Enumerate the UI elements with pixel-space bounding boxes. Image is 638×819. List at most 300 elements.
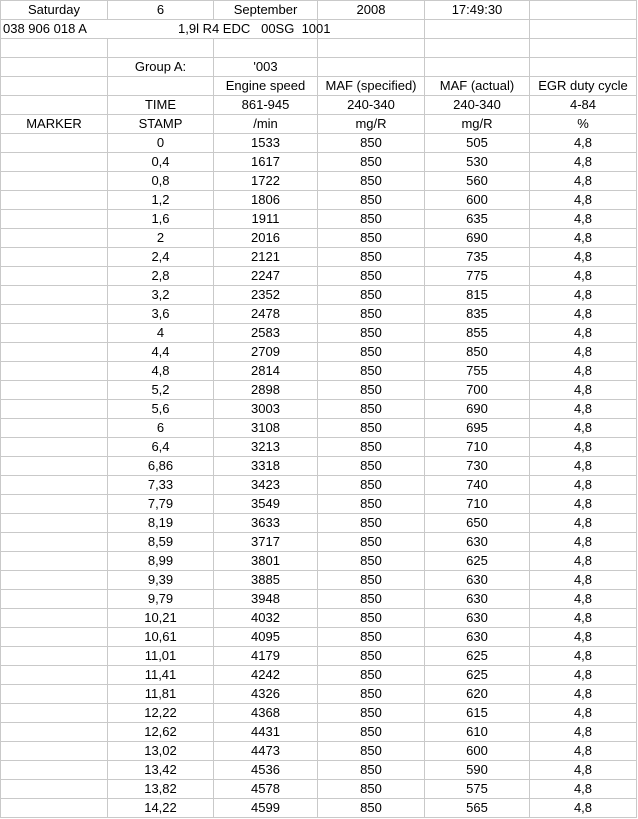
cell-egr-duty[interactable]: 4,8 bbox=[530, 780, 637, 799]
cell-marker[interactable] bbox=[1, 191, 108, 210]
cell-maf-actual[interactable]: 690 bbox=[425, 400, 530, 419]
cell-engine-speed[interactable]: 4032 bbox=[214, 609, 318, 628]
cell-marker[interactable] bbox=[1, 590, 108, 609]
cell-maf-actual[interactable]: 615 bbox=[425, 704, 530, 723]
cell-empty[interactable] bbox=[318, 20, 425, 39]
table-row bbox=[1, 191, 637, 210]
cell-egr-duty[interactable]: 4,8 bbox=[530, 666, 637, 685]
blank-row bbox=[1, 39, 637, 58]
cell-maf-actual[interactable]: 755 bbox=[425, 362, 530, 381]
cell-marker[interactable] bbox=[1, 457, 108, 476]
cell-engine-info[interactable] bbox=[108, 20, 331, 39]
cell-empty[interactable] bbox=[1, 58, 108, 77]
cell-egr-duty[interactable]: 4,8 bbox=[530, 571, 637, 590]
cell-egr-duty[interactable]: 4,8 bbox=[530, 248, 637, 267]
cell-marker[interactable] bbox=[1, 134, 108, 153]
cell-engine-speed[interactable]: 2352 bbox=[214, 286, 318, 305]
unit-maf-specified[interactable]: mg/R bbox=[318, 115, 425, 134]
cell-maf-actual[interactable]: 710 bbox=[425, 438, 530, 457]
cell-time-stamp[interactable]: 6,86 bbox=[108, 457, 214, 476]
cell-time-stamp[interactable]: 11,41 bbox=[108, 666, 214, 685]
cell-engine-speed[interactable]: 2247 bbox=[214, 267, 318, 286]
header-engine-speed[interactable]: Engine speed bbox=[214, 77, 318, 96]
cell-engine-speed[interactable]: 4599 bbox=[214, 799, 318, 818]
table-row bbox=[1, 362, 637, 381]
cell-time-stamp[interactable]: 9,79 bbox=[108, 590, 214, 609]
cell-marker[interactable] bbox=[1, 742, 108, 761]
cell-maf-actual[interactable]: 505 bbox=[425, 134, 530, 153]
cell-part-number[interactable]: 038 906 018 A bbox=[1, 20, 108, 39]
cell-maf-actual[interactable]: 590 bbox=[425, 761, 530, 780]
cell-time-stamp[interactable]: 0,4 bbox=[108, 153, 214, 172]
cell-marker[interactable] bbox=[1, 799, 108, 818]
cell-marker[interactable] bbox=[1, 495, 108, 514]
cell-egr-duty[interactable]: 4,8 bbox=[530, 457, 637, 476]
cell-egr-duty[interactable]: 4,8 bbox=[530, 286, 637, 305]
table-row bbox=[1, 153, 637, 172]
cell-time-stamp[interactable]: 13,02 bbox=[108, 742, 214, 761]
cell-empty[interactable] bbox=[318, 58, 425, 77]
cell-empty[interactable] bbox=[425, 39, 530, 58]
cell-engine-speed[interactable]: 2898 bbox=[214, 381, 318, 400]
header-time[interactable]: TIME bbox=[108, 96, 214, 115]
cell-time-stamp[interactable]: 5,2 bbox=[108, 381, 214, 400]
cell-marker[interactable] bbox=[1, 172, 108, 191]
range-egr-duty[interactable]: 4-84 bbox=[530, 96, 637, 115]
cell-empty[interactable] bbox=[530, 58, 637, 77]
cell-marker[interactable] bbox=[1, 628, 108, 647]
cell-maf-actual[interactable]: 775 bbox=[425, 267, 530, 286]
engine-code: 00SG bbox=[261, 21, 295, 36]
range-engine-speed[interactable]: 861-945 bbox=[214, 96, 318, 115]
cell-time-stamp[interactable]: 8,19 bbox=[108, 514, 214, 533]
table-row bbox=[1, 704, 637, 723]
cell-group-label[interactable]: Group A: bbox=[108, 58, 214, 77]
cell-egr-duty[interactable]: 4,8 bbox=[530, 210, 637, 229]
cell-maf-specified[interactable]: 850 bbox=[318, 343, 425, 362]
table-row bbox=[1, 685, 637, 704]
cell-marker[interactable] bbox=[1, 419, 108, 438]
cell-time-stamp[interactable]: 12,62 bbox=[108, 723, 214, 742]
cell-marker[interactable] bbox=[1, 647, 108, 666]
cell-engine-speed[interactable]: 2814 bbox=[214, 362, 318, 381]
cell-marker[interactable] bbox=[1, 476, 108, 495]
table-row bbox=[1, 210, 637, 229]
table-row bbox=[1, 552, 637, 571]
cell-month[interactable]: September bbox=[214, 1, 318, 20]
cell-engine-speed[interactable]: 1911 bbox=[214, 210, 318, 229]
cell-time-stamp[interactable]: 12,22 bbox=[108, 704, 214, 723]
cell-engine-speed[interactable]: 1533 bbox=[214, 134, 318, 153]
header-maf-specified[interactable]: MAF (specified) bbox=[318, 77, 425, 96]
table-row bbox=[1, 742, 637, 761]
cell-maf-actual[interactable]: 735 bbox=[425, 248, 530, 267]
cell-egr-duty[interactable]: 4,8 bbox=[530, 685, 637, 704]
cell-engine-speed[interactable]: 4578 bbox=[214, 780, 318, 799]
cell-maf-specified[interactable]: 850 bbox=[318, 457, 425, 476]
cell-marker[interactable] bbox=[1, 343, 108, 362]
cell-maf-specified[interactable]: 850 bbox=[318, 305, 425, 324]
cell-marker[interactable] bbox=[1, 248, 108, 267]
cell-time-stamp[interactable]: 2 bbox=[108, 229, 214, 248]
cell-maf-specified[interactable]: 850 bbox=[318, 381, 425, 400]
cell-time-stamp[interactable]: 13,82 bbox=[108, 780, 214, 799]
cell-engine-speed[interactable]: 3423 bbox=[214, 476, 318, 495]
cell-time-stamp[interactable]: 7,33 bbox=[108, 476, 214, 495]
header-marker[interactable]: MARKER bbox=[1, 115, 108, 134]
cell-maf-actual[interactable]: 530 bbox=[425, 153, 530, 172]
cell-egr-duty[interactable]: 4,8 bbox=[530, 476, 637, 495]
cell-egr-duty[interactable]: 4,8 bbox=[530, 191, 637, 210]
cell-engine-speed[interactable]: 4536 bbox=[214, 761, 318, 780]
cell-maf-specified[interactable]: 850 bbox=[318, 761, 425, 780]
cell-engine-speed[interactable]: 4242 bbox=[214, 666, 318, 685]
table-row bbox=[1, 590, 637, 609]
cell-empty[interactable] bbox=[1, 96, 108, 115]
cell-maf-actual[interactable]: 815 bbox=[425, 286, 530, 305]
cell-maf-specified[interactable]: 850 bbox=[318, 210, 425, 229]
cell-maf-specified[interactable]: 850 bbox=[318, 685, 425, 704]
cell-time[interactable]: 17:49:30 bbox=[425, 1, 530, 20]
table-row bbox=[1, 476, 637, 495]
cell-egr-duty[interactable]: 4,8 bbox=[530, 723, 637, 742]
cell-maf-specified[interactable]: 850 bbox=[318, 495, 425, 514]
cell-time-stamp[interactable]: 9,39 bbox=[108, 571, 214, 590]
cell-maf-specified[interactable]: 850 bbox=[318, 552, 425, 571]
table-row bbox=[1, 286, 637, 305]
cell-engine-speed[interactable]: 4095 bbox=[214, 628, 318, 647]
cell-engine-speed[interactable]: 1806 bbox=[214, 191, 318, 210]
cell-empty[interactable] bbox=[108, 77, 214, 96]
cell-marker[interactable] bbox=[1, 153, 108, 172]
group-row bbox=[1, 58, 637, 77]
cell-egr-duty[interactable]: 4,8 bbox=[530, 172, 637, 191]
cell-egr-duty[interactable]: 4,8 bbox=[530, 134, 637, 153]
table-row bbox=[1, 172, 637, 191]
cell-time-stamp[interactable]: 1,2 bbox=[108, 191, 214, 210]
cell-engine-speed[interactable]: 4179 bbox=[214, 647, 318, 666]
cell-group-value[interactable]: '003 bbox=[214, 58, 318, 77]
cell-marker[interactable] bbox=[1, 609, 108, 628]
cell-egr-duty[interactable]: 4,8 bbox=[530, 799, 637, 818]
cell-engine-speed[interactable]: 3108 bbox=[214, 419, 318, 438]
cell-empty[interactable] bbox=[318, 39, 425, 58]
cell-maf-actual[interactable]: 630 bbox=[425, 571, 530, 590]
table-row bbox=[1, 229, 637, 248]
cell-marker[interactable] bbox=[1, 704, 108, 723]
header-maf-actual[interactable]: MAF (actual) bbox=[425, 77, 530, 96]
header-stamp[interactable]: STAMP bbox=[108, 115, 214, 134]
cell-egr-duty[interactable]: 4,8 bbox=[530, 419, 637, 438]
software-version: 1001 bbox=[301, 21, 331, 36]
cell-egr-duty[interactable]: 4,8 bbox=[530, 533, 637, 552]
cell-marker[interactable] bbox=[1, 571, 108, 590]
cell-empty[interactable] bbox=[214, 39, 318, 58]
cell-maf-specified[interactable]: 850 bbox=[318, 609, 425, 628]
cell-marker[interactable] bbox=[1, 666, 108, 685]
cell-egr-duty[interactable]: 4,8 bbox=[530, 438, 637, 457]
cell-egr-duty[interactable]: 4,8 bbox=[530, 609, 637, 628]
cell-maf-specified[interactable]: 850 bbox=[318, 742, 425, 761]
cell-time-stamp[interactable]: 10,21 bbox=[108, 609, 214, 628]
cell-maf-actual[interactable]: 630 bbox=[425, 590, 530, 609]
cell-engine-speed[interactable]: 4368 bbox=[214, 704, 318, 723]
table-row bbox=[1, 647, 637, 666]
cell-maf-actual[interactable]: 630 bbox=[425, 533, 530, 552]
cell-time-stamp[interactable]: 2,8 bbox=[108, 267, 214, 286]
cell-maf-actual[interactable]: 630 bbox=[425, 628, 530, 647]
table-row bbox=[1, 134, 637, 153]
table-row bbox=[1, 609, 637, 628]
unit-engine-speed[interactable]: /min bbox=[214, 115, 318, 134]
cell-engine-speed[interactable]: 3213 bbox=[214, 438, 318, 457]
cell-maf-actual[interactable]: 565 bbox=[425, 799, 530, 818]
table-row bbox=[1, 267, 637, 286]
cell-engine-speed[interactable]: 2478 bbox=[214, 305, 318, 324]
cell-time-stamp[interactable]: 6 bbox=[108, 419, 214, 438]
cell-maf-actual[interactable]: 740 bbox=[425, 476, 530, 495]
cell-time-stamp[interactable]: 0,8 bbox=[108, 172, 214, 191]
cell-marker[interactable] bbox=[1, 400, 108, 419]
cell-maf-specified[interactable]: 850 bbox=[318, 723, 425, 742]
cell-year[interactable]: 2008 bbox=[318, 1, 425, 20]
cell-egr-duty[interactable]: 4,8 bbox=[530, 324, 637, 343]
cell-maf-actual[interactable]: 650 bbox=[425, 514, 530, 533]
cell-maf-actual[interactable]: 635 bbox=[425, 210, 530, 229]
cell-maf-actual[interactable]: 560 bbox=[425, 172, 530, 191]
cell-egr-duty[interactable]: 4,8 bbox=[530, 153, 637, 172]
cell-egr-duty[interactable]: 4,8 bbox=[530, 552, 637, 571]
cell-time-stamp[interactable]: 3,2 bbox=[108, 286, 214, 305]
cell-maf-specified[interactable]: 850 bbox=[318, 134, 425, 153]
cell-maf-actual[interactable]: 695 bbox=[425, 419, 530, 438]
cell-maf-actual[interactable]: 710 bbox=[425, 495, 530, 514]
cell-maf-actual[interactable]: 625 bbox=[425, 647, 530, 666]
cell-engine-speed[interactable]: 2016 bbox=[214, 229, 318, 248]
cell-time-stamp[interactable]: 14,22 bbox=[108, 799, 214, 818]
cell-marker[interactable] bbox=[1, 761, 108, 780]
cell-marker[interactable] bbox=[1, 324, 108, 343]
cell-maf-specified[interactable]: 850 bbox=[318, 628, 425, 647]
cell-maf-specified[interactable]: 850 bbox=[318, 153, 425, 172]
cell-time-stamp[interactable]: 0 bbox=[108, 134, 214, 153]
table-row bbox=[1, 628, 637, 647]
cell-engine-speed[interactable]: 1722 bbox=[214, 172, 318, 191]
cell-time-stamp[interactable]: 11,01 bbox=[108, 647, 214, 666]
cell-time-stamp[interactable]: 2,4 bbox=[108, 248, 214, 267]
header-row-units bbox=[1, 115, 637, 134]
cell-marker[interactable] bbox=[1, 533, 108, 552]
cell-time-stamp[interactable]: 8,59 bbox=[108, 533, 214, 552]
cell-empty[interactable] bbox=[425, 20, 530, 39]
cell-egr-duty[interactable]: 4,8 bbox=[530, 343, 637, 362]
cell-maf-actual[interactable]: 625 bbox=[425, 666, 530, 685]
cell-engine-speed[interactable]: 1617 bbox=[214, 153, 318, 172]
table-row bbox=[1, 305, 637, 324]
cell-maf-specified[interactable]: 850 bbox=[318, 172, 425, 191]
table-row bbox=[1, 248, 637, 267]
header-egr-duty[interactable]: EGR duty cycle bbox=[530, 77, 637, 96]
cell-engine-speed[interactable]: 3801 bbox=[214, 552, 318, 571]
cell-egr-duty[interactable]: 4,8 bbox=[530, 514, 637, 533]
table-row bbox=[1, 571, 637, 590]
table-row bbox=[1, 400, 637, 419]
cell-marker[interactable] bbox=[1, 362, 108, 381]
cell-egr-duty[interactable]: 4,8 bbox=[530, 742, 637, 761]
cell-egr-duty[interactable]: 4,8 bbox=[530, 590, 637, 609]
table-row bbox=[1, 324, 637, 343]
cell-time-stamp[interactable]: 5,6 bbox=[108, 400, 214, 419]
cell-empty[interactable] bbox=[1, 39, 108, 58]
cell-engine-speed[interactable]: 4431 bbox=[214, 723, 318, 742]
table-row bbox=[1, 419, 637, 438]
cell-maf-specified[interactable]: 850 bbox=[318, 533, 425, 552]
cell-engine-speed[interactable]: 3003 bbox=[214, 400, 318, 419]
table-row bbox=[1, 438, 637, 457]
cell-egr-duty[interactable]: 4,8 bbox=[530, 362, 637, 381]
cell-egr-duty[interactable]: 4,8 bbox=[530, 267, 637, 286]
table-row bbox=[1, 514, 637, 533]
cell-empty[interactable] bbox=[530, 39, 637, 58]
cell-maf-specified[interactable]: 850 bbox=[318, 362, 425, 381]
cell-maf-specified[interactable]: 850 bbox=[318, 229, 425, 248]
cell-time-stamp[interactable]: 7,79 bbox=[108, 495, 214, 514]
cell-empty[interactable] bbox=[530, 1, 637, 20]
cell-engine-speed[interactable]: 2709 bbox=[214, 343, 318, 362]
table-row bbox=[1, 343, 637, 362]
cell-maf-actual[interactable]: 730 bbox=[425, 457, 530, 476]
cell-time-stamp[interactable]: 13,42 bbox=[108, 761, 214, 780]
cell-marker[interactable] bbox=[1, 381, 108, 400]
range-maf-actual[interactable]: 240-340 bbox=[425, 96, 530, 115]
table-row bbox=[1, 495, 637, 514]
cell-maf-specified[interactable]: 850 bbox=[318, 799, 425, 818]
cell-time-stamp[interactable]: 10,61 bbox=[108, 628, 214, 647]
cell-maf-specified[interactable]: 850 bbox=[318, 438, 425, 457]
cell-engine-speed[interactable]: 3885 bbox=[214, 571, 318, 590]
table-row bbox=[1, 457, 637, 476]
cell-egr-duty[interactable]: 4,8 bbox=[530, 381, 637, 400]
table-row bbox=[1, 666, 637, 685]
cell-maf-actual[interactable]: 575 bbox=[425, 780, 530, 799]
cell-time-stamp[interactable]: 8,99 bbox=[108, 552, 214, 571]
cell-maf-actual[interactable]: 630 bbox=[425, 609, 530, 628]
cell-maf-specified[interactable]: 850 bbox=[318, 400, 425, 419]
cell-egr-duty[interactable]: 4,8 bbox=[530, 628, 637, 647]
cell-time-stamp[interactable]: 4,8 bbox=[108, 362, 214, 381]
range-maf-specified[interactable]: 240-340 bbox=[318, 96, 425, 115]
cell-marker[interactable] bbox=[1, 210, 108, 229]
cell-egr-duty[interactable]: 4,8 bbox=[530, 761, 637, 780]
cell-engine-speed[interactable]: 4326 bbox=[214, 685, 318, 704]
cell-egr-duty[interactable]: 4,8 bbox=[530, 495, 637, 514]
cell-egr-duty[interactable]: 4,8 bbox=[530, 229, 637, 248]
cell-engine-speed[interactable]: 3633 bbox=[214, 514, 318, 533]
cell-marker[interactable] bbox=[1, 267, 108, 286]
table-row bbox=[1, 381, 637, 400]
cell-marker[interactable] bbox=[1, 286, 108, 305]
cell-engine-speed[interactable]: 3948 bbox=[214, 590, 318, 609]
table-row bbox=[1, 533, 637, 552]
unit-maf-actual[interactable]: mg/R bbox=[425, 115, 530, 134]
cell-marker[interactable] bbox=[1, 305, 108, 324]
table-row bbox=[1, 780, 637, 799]
cell-maf-specified[interactable]: 850 bbox=[318, 666, 425, 685]
cell-time-stamp[interactable]: 4 bbox=[108, 324, 214, 343]
cell-maf-specified[interactable]: 850 bbox=[318, 191, 425, 210]
cell-maf-actual[interactable]: 600 bbox=[425, 742, 530, 761]
cell-maf-specified[interactable]: 850 bbox=[318, 571, 425, 590]
cell-maf-actual[interactable]: 835 bbox=[425, 305, 530, 324]
cell-marker[interactable] bbox=[1, 723, 108, 742]
cell-maf-specified[interactable]: 850 bbox=[318, 248, 425, 267]
cell-maf-actual[interactable]: 855 bbox=[425, 324, 530, 343]
table-row bbox=[1, 723, 637, 742]
cell-maf-specified[interactable]: 850 bbox=[318, 590, 425, 609]
cell-time-stamp[interactable]: 11,81 bbox=[108, 685, 214, 704]
cell-engine-speed[interactable]: 3318 bbox=[214, 457, 318, 476]
info-row-ecu bbox=[1, 20, 637, 39]
cell-maf-actual[interactable]: 700 bbox=[425, 381, 530, 400]
cell-day[interactable]: Saturday bbox=[1, 1, 108, 20]
cell-maf-specified[interactable]: 850 bbox=[318, 704, 425, 723]
cell-engine-speed[interactable]: 2121 bbox=[214, 248, 318, 267]
cell-date-num[interactable]: 6 bbox=[108, 1, 214, 20]
cell-egr-duty[interactable]: 4,8 bbox=[530, 704, 637, 723]
cell-empty[interactable] bbox=[425, 58, 530, 77]
cell-maf-specified[interactable]: 850 bbox=[318, 267, 425, 286]
cell-marker[interactable] bbox=[1, 438, 108, 457]
cell-marker[interactable] bbox=[1, 685, 108, 704]
cell-maf-actual[interactable]: 620 bbox=[425, 685, 530, 704]
cell-time-stamp[interactable]: 3,6 bbox=[108, 305, 214, 324]
engine-label: 1,9l R4 EDC bbox=[178, 21, 251, 36]
cell-marker[interactable] bbox=[1, 514, 108, 533]
cell-egr-duty[interactable]: 4,8 bbox=[530, 647, 637, 666]
cell-engine-speed[interactable]: 2583 bbox=[214, 324, 318, 343]
cell-engine-speed[interactable]: 4473 bbox=[214, 742, 318, 761]
cell-empty[interactable] bbox=[108, 39, 214, 58]
cell-maf-actual[interactable]: 610 bbox=[425, 723, 530, 742]
cell-maf-actual[interactable]: 625 bbox=[425, 552, 530, 571]
header-row-ranges bbox=[1, 96, 637, 115]
cell-time-stamp[interactable]: 1,6 bbox=[108, 210, 214, 229]
cell-empty[interactable] bbox=[530, 20, 637, 39]
cell-engine-speed[interactable]: 3717 bbox=[214, 533, 318, 552]
cell-maf-specified[interactable]: 850 bbox=[318, 286, 425, 305]
table-row bbox=[1, 761, 637, 780]
cell-maf-specified[interactable]: 850 bbox=[318, 419, 425, 438]
cell-marker[interactable] bbox=[1, 229, 108, 248]
cell-maf-specified[interactable]: 850 bbox=[318, 476, 425, 495]
cell-marker[interactable] bbox=[1, 552, 108, 571]
cell-maf-specified[interactable]: 850 bbox=[318, 647, 425, 666]
cell-time-stamp[interactable]: 6,4 bbox=[108, 438, 214, 457]
cell-marker[interactable] bbox=[1, 780, 108, 799]
cell-maf-specified[interactable]: 850 bbox=[318, 324, 425, 343]
cell-egr-duty[interactable]: 4,8 bbox=[530, 305, 637, 324]
cell-maf-actual[interactable]: 690 bbox=[425, 229, 530, 248]
unit-egr-duty[interactable]: % bbox=[530, 115, 637, 134]
cell-maf-actual[interactable]: 600 bbox=[425, 191, 530, 210]
cell-time-stamp[interactable]: 4,4 bbox=[108, 343, 214, 362]
cell-empty[interactable] bbox=[1, 77, 108, 96]
cell-egr-duty[interactable]: 4,8 bbox=[530, 400, 637, 419]
cell-maf-specified[interactable]: 850 bbox=[318, 514, 425, 533]
cell-engine-speed[interactable]: 3549 bbox=[214, 495, 318, 514]
cell-maf-actual[interactable]: 850 bbox=[425, 343, 530, 362]
cell-maf-specified[interactable]: 850 bbox=[318, 780, 425, 799]
